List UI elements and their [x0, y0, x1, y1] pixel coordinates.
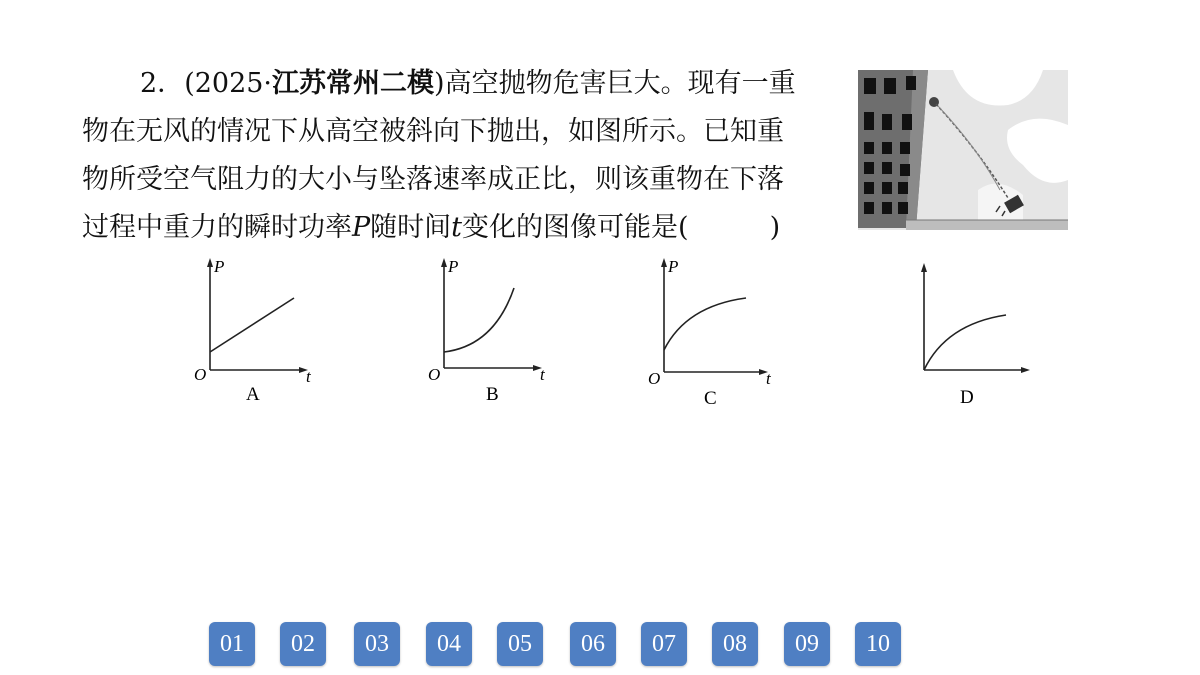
nav-button-02[interactable]: 02	[280, 622, 326, 666]
option-label-c: C	[704, 388, 717, 409]
question-nav	[0, 620, 1200, 670]
source-close: )	[434, 68, 445, 99]
curve-c	[664, 298, 746, 350]
nav-button-08[interactable]: 08	[712, 622, 758, 666]
y-axis-label: P	[214, 257, 225, 276]
question-text-4b: 随时间	[370, 212, 452, 243]
nav-button-03[interactable]: 03	[354, 622, 400, 666]
option-a-graph	[190, 250, 340, 410]
y-axis-arrow	[441, 258, 447, 267]
source-open: (2025·	[184, 68, 273, 99]
question-line-4	[82, 204, 852, 252]
x-axis-arrow	[1021, 367, 1030, 373]
curve-a	[210, 298, 294, 352]
option-label-d: D	[960, 387, 974, 408]
variable-t: t	[451, 212, 463, 243]
nav-button-06[interactable]: 06	[570, 622, 616, 666]
y-axis-arrow	[661, 258, 667, 267]
option-c-graph	[644, 250, 794, 410]
curve-d	[924, 315, 1006, 370]
answer-blank	[689, 212, 770, 243]
x-axis-label: t	[306, 367, 311, 386]
y-axis-label: P	[448, 257, 459, 276]
nav-button-09[interactable]: 09	[784, 622, 830, 666]
option-label-b: B	[486, 384, 499, 405]
option-label-a: A	[246, 384, 260, 405]
x-axis-label: t	[540, 365, 545, 384]
nav-button-01[interactable]: 01	[209, 622, 255, 666]
nav-button-07[interactable]: 07	[641, 622, 687, 666]
nav-button-10[interactable]: 10	[855, 622, 901, 666]
origin-label: O	[194, 365, 207, 384]
source-name: 江苏常州二模	[272, 68, 435, 99]
x-axis-label: t	[766, 369, 771, 388]
variable-p: P	[352, 212, 371, 243]
question-text	[82, 60, 852, 252]
curve-b	[444, 288, 514, 352]
question-text-4c: 变化的图像可能是(	[462, 212, 689, 243]
y-axis-label: P	[668, 257, 679, 276]
origin-label: O	[428, 365, 441, 384]
question-number: 2．	[140, 68, 185, 99]
y-axis-arrow	[207, 258, 213, 267]
option-b-graph	[424, 250, 574, 410]
question-line-1	[82, 60, 852, 108]
question-text-4a: 过程中重力的瞬时功率	[82, 212, 352, 243]
falling-object-illustration	[858, 70, 1068, 230]
question-text-1: 高空抛物危害巨大。现有一重	[444, 68, 796, 99]
origin-label: O	[648, 369, 661, 388]
option-d-graph	[904, 250, 1054, 410]
y-axis-arrow	[921, 263, 927, 272]
nav-button-04[interactable]: 04	[426, 622, 472, 666]
question-line-3: 物所受空气阻力的大小与坠落速率成正比，则该重物在下落	[82, 164, 784, 195]
nav-button-05[interactable]: 05	[497, 622, 543, 666]
question-line-2: 物在无风的情况下从高空被斜向下抛出，如图所示。已知重	[82, 116, 784, 147]
question-text-4-end: )	[769, 212, 781, 243]
